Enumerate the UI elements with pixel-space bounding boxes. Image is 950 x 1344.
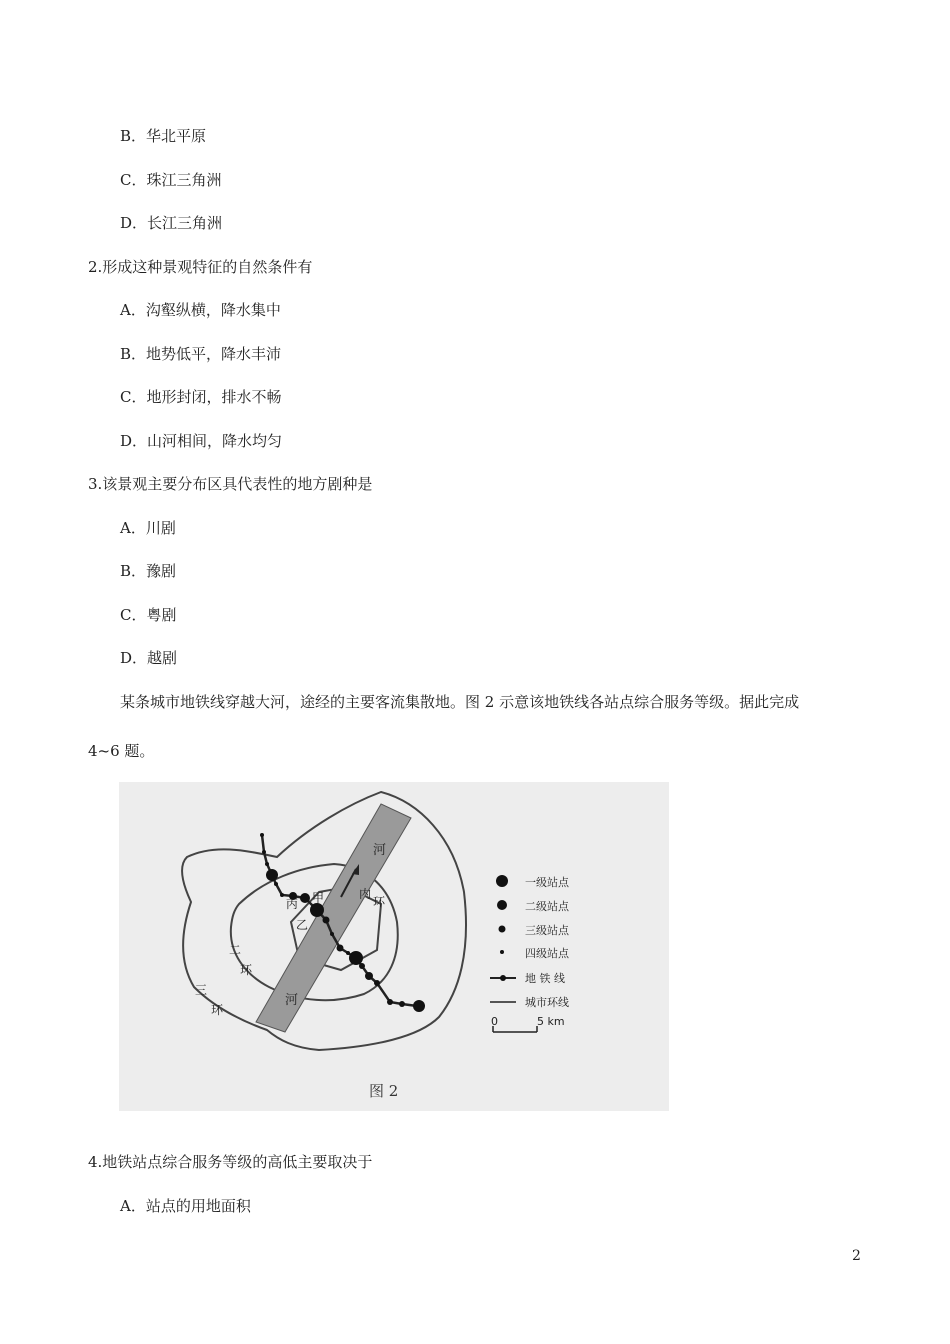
option-q2-a: A．沟壑纵横，降水集中	[120, 301, 281, 319]
option-q3-d: D．越剧	[120, 649, 178, 667]
legend-level3: 三级站点	[525, 924, 569, 937]
station-jia-label: 甲	[312, 891, 325, 905]
question-4-stem: 4.地铁站点综合服务等级的高低主要取决于	[88, 1153, 373, 1171]
option-q3-c: C．粤剧	[120, 606, 177, 624]
third-ring-label-b: 环	[211, 1003, 224, 1017]
third-ring-label-a: 三	[195, 983, 208, 997]
option-q4-a: A．站点的用地面积	[120, 1197, 251, 1215]
scale-zero: 0	[491, 1015, 498, 1028]
legend-level4: 四级站点	[525, 947, 569, 960]
subway-map-figure	[119, 782, 669, 1111]
station-yi-label: 乙	[296, 918, 309, 932]
intro-paragraph-line1: 某条城市地铁线穿越大河，途经的主要客流集散地。图 2 示意该地铁线各站点综合服务等级。据此完成	[120, 693, 800, 711]
legend-subway: 地 铁 线	[525, 972, 565, 985]
option-q3-a: A．川剧	[120, 519, 176, 537]
option-q1-b: B．华北平原	[120, 127, 207, 145]
option-q2-d: D．山河相间，降水均匀	[120, 432, 283, 450]
river-label: 河	[373, 843, 387, 858]
scale-five: 5 km	[537, 1015, 565, 1028]
river-label-2: 河	[285, 993, 299, 1008]
second-ring-label-b: 环	[240, 963, 253, 977]
legend-level1: 一级站点	[525, 876, 569, 889]
inner-ring-label-a: 内	[359, 887, 372, 901]
intro-paragraph-line2: 4~6 题。	[88, 742, 155, 760]
option-q2-c: C．地形封闭，排水不畅	[120, 388, 282, 406]
question-2-stem: 2.形成这种景观特征的自然条件有	[88, 258, 313, 276]
station-bing-label: 丙	[286, 897, 299, 911]
question-3-stem: 3.该景观主要分布区具代表性的地方剧种是	[88, 475, 373, 493]
option-q3-b: B．豫剧	[120, 562, 177, 580]
legend-ring: 城市环线	[525, 996, 569, 1009]
option-q1-d: D．长江三角洲	[120, 214, 223, 232]
inner-ring-label-b: 环	[373, 895, 386, 909]
page-number: 2	[852, 1248, 861, 1264]
legend-level2: 二级站点	[525, 900, 569, 913]
second-ring-label-a: 二	[229, 943, 242, 957]
option-q2-b: B．地势低平，降水丰沛	[120, 345, 282, 363]
option-q1-c: C．珠江三角洲	[120, 171, 222, 189]
figure-caption: 图 2	[369, 1082, 399, 1100]
